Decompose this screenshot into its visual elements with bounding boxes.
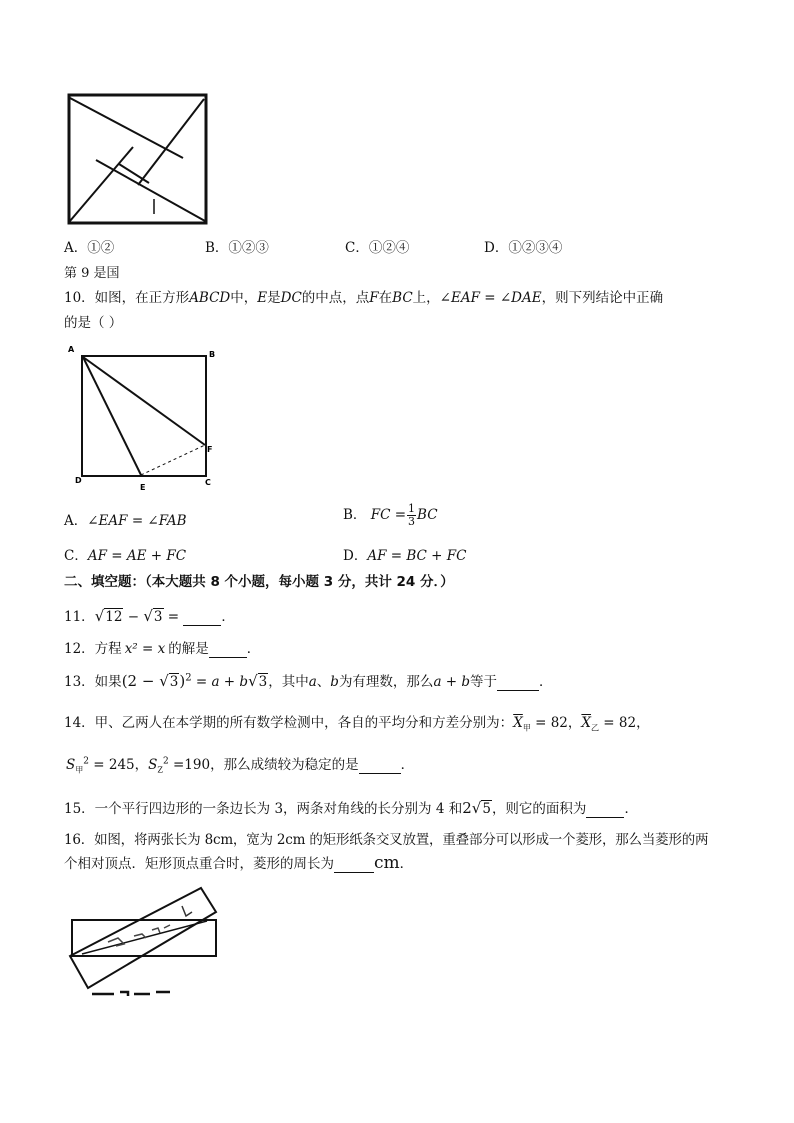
q12-text-2: 的解是 — [168, 641, 209, 657]
q10-is: 是 — [267, 290, 281, 306]
q14-line2 — [66, 753, 414, 776]
q13-rhs: = a + b — [191, 674, 249, 690]
q14-s2-sub: Z — [157, 765, 163, 775]
q10-option-a-label: A． — [64, 513, 88, 529]
q13-text-2: ，其中 — [268, 674, 309, 690]
q10-label-e: E — [140, 483, 146, 492]
q10-option-d-expr: AF = BC + FC — [367, 548, 467, 564]
q10-stem — [64, 286, 663, 306]
q14-x1-val: = 82， — [530, 715, 582, 731]
q15-text-1: 15．一个平行四边形的一条边长为 3，两条对角线的长分别为 4 和 — [64, 801, 463, 817]
q10-option-d-label: D． — [343, 548, 368, 564]
q12-expr: x² = x — [124, 641, 166, 657]
q15-radical: √ — [471, 799, 482, 817]
q14-text-1: 14．甲、乙两人在本学期的所有数学检测中，各自的平均分和方差分别为： — [64, 715, 514, 731]
q10-option-b[interactable] — [343, 503, 438, 528]
q9-line-3 — [70, 147, 133, 221]
q14-x2: $\overline{X}$ — [581, 715, 592, 731]
q13-text-1: 13．如果 — [64, 674, 122, 690]
q10-label-b: B — [209, 350, 216, 359]
q10-option-b-rhs: BC — [417, 507, 438, 523]
q14-x1-sub: 甲 — [522, 723, 531, 733]
q13-end: ． — [539, 674, 553, 690]
q10-option-c-label: C． — [64, 548, 88, 564]
q10-label-d: D — [75, 476, 82, 485]
q16-unit: cm — [374, 853, 400, 873]
q14-x1: $\overline{X}$ — [513, 715, 523, 731]
q12-text-1: 12．方程 — [64, 641, 122, 657]
q10-stem-1: 10．如图，在正方形 — [64, 290, 190, 306]
q13-base: (2 − — [121, 672, 160, 690]
q13 — [64, 670, 553, 691]
q16-text-2: 个相对顶点．矩形顶点重合时，菱形的周长为 — [64, 856, 334, 872]
q14-s2-val: =190 — [168, 757, 211, 773]
q10-option-b-fraction — [407, 503, 416, 528]
q13-b: b — [330, 674, 339, 690]
q11-r1: 12 — [105, 609, 123, 625]
q9-option-b[interactable]: B．①②③ — [205, 240, 269, 256]
q10-midpoint: 的中点，点 — [301, 290, 370, 306]
q11-r2: 3 — [153, 609, 163, 625]
q10-option-b-den: 3 — [408, 515, 416, 528]
q16-scribble-1 — [108, 925, 170, 946]
q10-option-c[interactable] — [64, 544, 186, 564]
q14-x2-val: = 82， — [599, 715, 650, 731]
q16-line2 — [64, 852, 413, 873]
q13-a: a — [308, 674, 317, 690]
q13-close: ) — [179, 672, 186, 690]
section-2-title: 二、填空题：（本大题共 8 个小题，每小题 3 分，共计 24 分．） — [64, 574, 454, 590]
q10-tail: ，则下列结论中正确 — [541, 290, 664, 306]
q13-radical-1: √ — [159, 672, 169, 690]
q10-option-a-expr: ∠EAF = ∠FAB — [87, 513, 187, 529]
q10-label-f: F — [207, 445, 213, 454]
q10-on: 在 — [378, 290, 393, 306]
q9-option-a[interactable]: A．①② — [64, 240, 115, 256]
q11-end: ． — [221, 609, 235, 625]
q12 — [64, 637, 260, 658]
q15-r: 5 — [482, 801, 491, 817]
q13-sep: 、 — [316, 674, 331, 690]
q16-line1: 16．如图，将两张长为 8cm，宽为 2cm 的矩形纸条交叉放置，重叠部分可以形成一个菱形，那么当菱形的两 — [64, 832, 709, 848]
q10-option-b-label: B． — [343, 507, 367, 523]
q10-option-b-lhs: FC = — [370, 507, 407, 523]
q12-end: ． — [246, 641, 261, 657]
q15-answer-blank[interactable] — [586, 801, 624, 818]
q16-caption-fragment — [92, 992, 170, 996]
q11-minus: − — [123, 609, 144, 625]
q14-answer-blank[interactable] — [359, 757, 401, 774]
q13-text-4: 等于 — [470, 674, 498, 690]
q13-answer-blank[interactable] — [497, 674, 539, 691]
q14-s1-sub: 甲 — [75, 765, 84, 775]
q10-stem-line2: 的是（ ） — [64, 315, 123, 331]
q10-option-b-num: 1 — [408, 502, 416, 515]
q14-x2-sub: 乙 — [591, 723, 600, 733]
q11-answer-blank[interactable] — [183, 609, 221, 626]
q9-option-d[interactable]: D．①②③④ — [484, 240, 563, 256]
q15 — [64, 797, 638, 818]
q10-bc: BC — [392, 290, 413, 306]
q11-eq: = — [163, 609, 184, 625]
q9-outer-square — [69, 95, 206, 223]
q14-tail: ，那么成绩较为稳定的是 — [210, 757, 359, 773]
q9-caption: 第 9 是国 — [64, 266, 120, 281]
q10-option-a[interactable] — [64, 509, 187, 529]
q13-exp: 2 — [185, 672, 192, 684]
q10-mid: 中， — [230, 290, 258, 306]
q13-r2: 3 — [258, 674, 268, 690]
q15-end: ． — [624, 801, 638, 817]
q14-s1-val: = 245， — [88, 757, 149, 773]
q11-radical-2: √ — [143, 607, 153, 625]
q10-label-c: C — [205, 478, 211, 487]
q13-r: 3 — [169, 674, 179, 690]
q16-scribble-2 — [182, 906, 192, 916]
q14-line1 — [64, 711, 650, 734]
q10-option-d[interactable] — [343, 544, 466, 564]
q14-end: ． — [400, 757, 415, 773]
q12-answer-blank[interactable] — [209, 641, 247, 658]
q9-option-c[interactable]: C．①②④ — [345, 240, 410, 256]
q14-s1: S — [66, 757, 76, 773]
q10-angle-cond: ∠EAF = ∠DAE — [439, 290, 542, 306]
q10-label-a: A — [68, 345, 75, 354]
q10-segment-ef — [141, 445, 205, 475]
q9-figure — [66, 92, 212, 226]
q10-f: F — [369, 290, 379, 306]
q14-s2-sup: 2 — [162, 756, 169, 767]
q11-radical-1: √ — [94, 607, 105, 625]
q10-segment-af — [83, 357, 205, 445]
q16-answer-blank[interactable] — [334, 856, 374, 873]
q14-s2: S — [148, 757, 158, 773]
q15-coef: 2 — [462, 799, 472, 817]
q11 — [64, 605, 235, 626]
q10-on2: 上， — [412, 290, 440, 306]
q10-square — [82, 356, 206, 476]
q9-line-2 — [138, 99, 204, 185]
q15-text-2: ，则它的面积为 — [491, 801, 587, 817]
q11-num: 11． — [64, 609, 95, 625]
q10-figure — [64, 340, 224, 496]
q16-figure — [64, 884, 224, 996]
q10-abcd: ABCD — [189, 290, 231, 306]
q13-sum: a + b — [433, 674, 471, 690]
q10-dc: DC — [280, 290, 302, 306]
q10-segment-ae — [83, 357, 141, 475]
q10-option-c-expr: AF = AE + FC — [87, 548, 187, 564]
q10-e: E — [257, 290, 268, 306]
q16-end: ． — [399, 856, 414, 872]
q13-text-3: 为有理数，那么 — [338, 674, 434, 690]
q13-radical-2: √ — [248, 672, 258, 690]
q14-s1-sup: 2 — [83, 756, 89, 767]
